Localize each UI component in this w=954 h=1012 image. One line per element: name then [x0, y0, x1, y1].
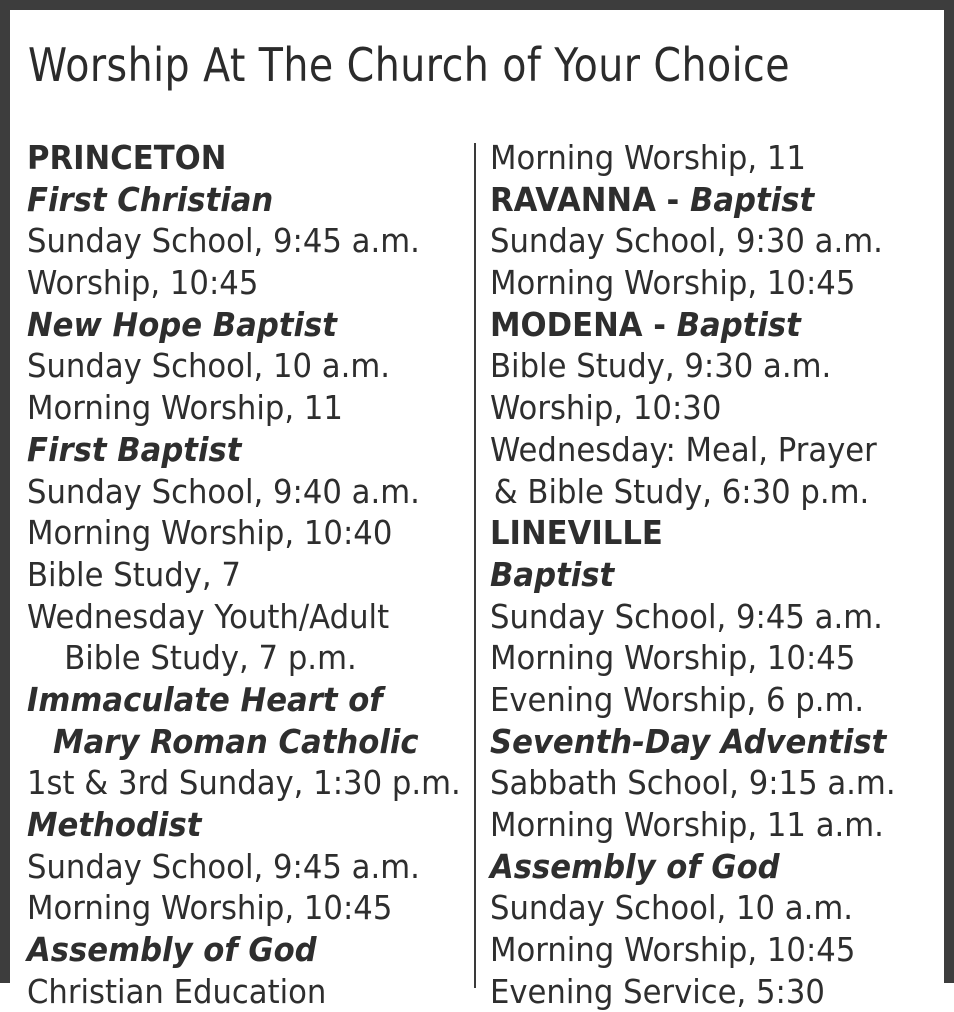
service-time: Evening Worship, 6 p.m.: [490, 679, 865, 719]
church-name: Baptist: [689, 179, 815, 219]
service-time: Sunday School, 9:40 a.m.: [27, 471, 420, 511]
service-time: Morning Worship, 10:45: [27, 888, 393, 928]
service-time: Evening Service, 5:30: [490, 971, 825, 1011]
service-time: Morning Worship, 10:45: [490, 263, 856, 303]
town-heading-line: [490, 304, 909, 346]
church-name: Assembly of God: [27, 930, 317, 970]
church-name: Methodist: [27, 805, 202, 844]
service-time: Christian Education: [27, 971, 327, 1011]
column-divider: [474, 143, 476, 988]
town-heading: LINEVILLE: [490, 513, 663, 553]
town-heading: PRINCETON: [27, 138, 227, 177]
service-time: Sunday School, 9:45 a.m.: [27, 846, 420, 886]
church-name: First Baptist: [27, 429, 242, 469]
right-column: [490, 137, 940, 1012]
service-time: Sunday School, 9:45 a.m.: [27, 221, 420, 261]
church-name: Immaculate Heart of: [27, 679, 383, 719]
service-time: Morning Worship, 10:45: [490, 930, 856, 970]
town-heading: MODENA -: [490, 304, 677, 344]
service-time: 1st & 3rd Sunday, 1:30 p.m.: [27, 763, 461, 803]
service-time: Morning Worship, 11 a.m.: [490, 805, 884, 844]
service-time: Morning Worship, 11: [490, 138, 806, 177]
service-time: Sabbath School, 9:15 a.m.: [490, 763, 896, 803]
service-time: Worship, 10:30: [490, 388, 722, 428]
church-name: Assembly of God: [490, 846, 780, 886]
church-name: Baptist: [676, 304, 801, 344]
service-time: Bible Study, 9:30 a.m.: [490, 346, 832, 386]
town-heading: RAVANNA -: [490, 179, 690, 219]
church-name: Seventh-Day Adventist: [490, 721, 887, 761]
service-time: Sunday School, 9:30 a.m.: [490, 221, 883, 261]
page-title: Worship At The Church of Your Choice: [28, 38, 790, 92]
service-time: Wednesday: Meal, Prayer: [490, 429, 877, 469]
service-time: Morning Worship, 11: [27, 388, 343, 428]
service-time: Bible Study, 7 p.m.: [64, 638, 357, 678]
service-time: Worship, 10:45: [27, 263, 259, 303]
church-name: Baptist: [490, 554, 615, 594]
service-time: Morning Worship, 10:45: [490, 638, 856, 678]
left-column: [27, 137, 471, 1012]
service-time: Sunday School, 10 a.m.: [27, 346, 391, 386]
service-time: Sunday School, 10 a.m.: [490, 888, 854, 928]
service-time: & Bible Study, 6:30 p.m.: [493, 471, 870, 511]
church-name: First Christian: [27, 179, 274, 219]
service-time: Wednesday Youth/Adult: [27, 596, 390, 636]
service-time: Bible Study, 7: [27, 554, 241, 594]
church-name: Mary Roman Catholic: [53, 721, 419, 761]
town-heading-line: [490, 179, 909, 221]
church-name: New Hope Baptist: [27, 304, 337, 344]
service-time: Morning Worship, 10:40: [27, 513, 393, 553]
service-time: Sunday School, 9:45 a.m.: [490, 596, 883, 636]
